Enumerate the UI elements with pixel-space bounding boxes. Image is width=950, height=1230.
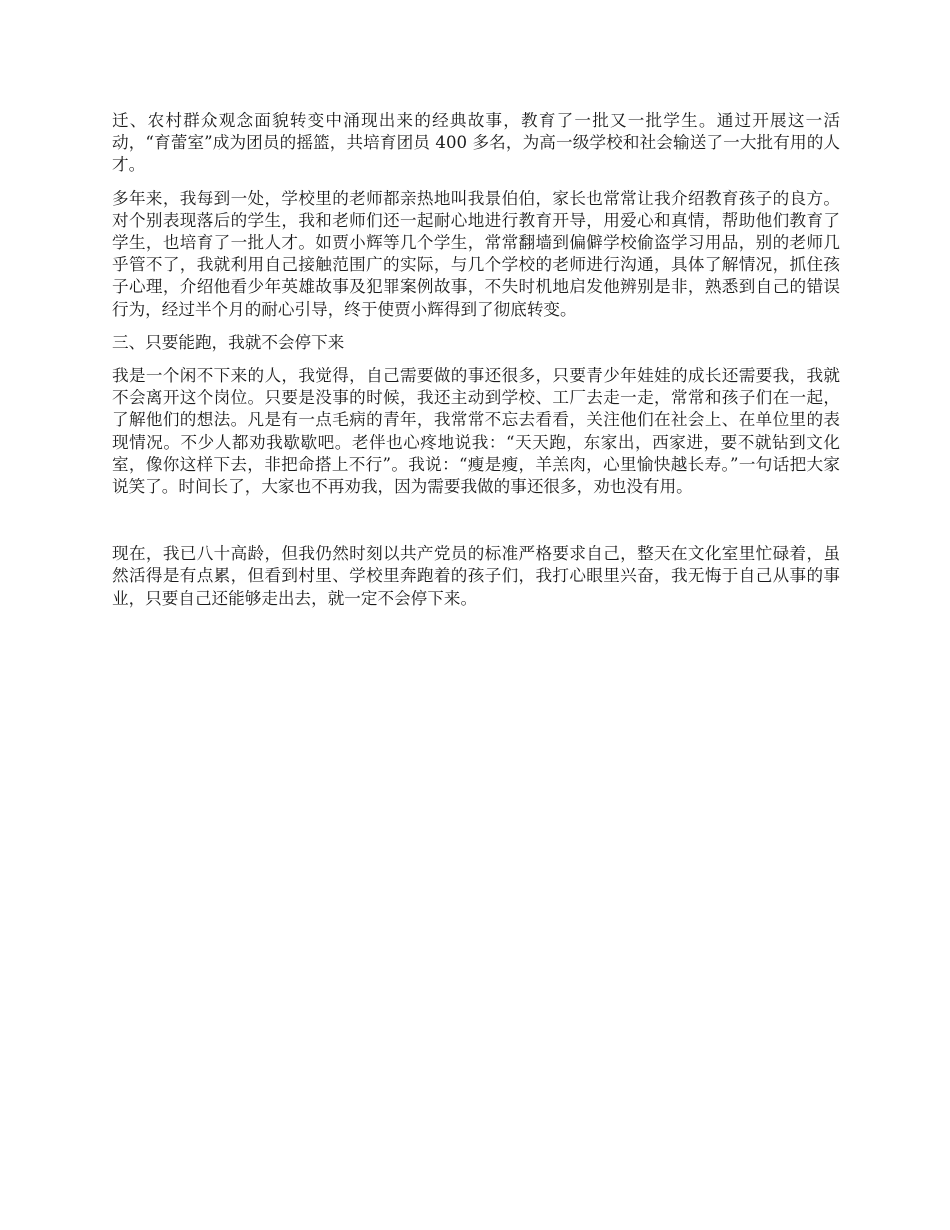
paragraph-2: 多年来，我每到一处，学校里的老师都亲热地叫我景伯伯，家长也常常让我介绍教育孩子的良方。对个别表现落后的学生，我和老师们还一起耐心地进行教育开导，用爱心和真情，帮助他们教育了学生，也培育了一批人才。如贾小辉等几个学生，常常翻墙到偏僻学校偷盗学习用品，别的老师几乎管不了，我就利用自己接触范围广的实际，与几个学校的老师进行沟通，具体了解情况，抓住孩子心理，介绍他看少年英雄故事及犯罪案例故事，不失时机地启发他辨别是非，熟悉到自己的错误行为，经过半个月的耐心引导，终于使贾小辉得到了彻底转变。 [112,188,840,319]
closing-paragraph: 现在，我已八十高龄，但我仍然时刻以共产党员的标准严格要求自己，整天在文化室里忙碌着，虽然活得是有点累，但看到村里、学校里奔跑着的孩子们，我打心眼里兴奋，我无悔于自己从事的事业，只要自己还能够走出去，就一定不会停下来。 [112,544,840,608]
paragraph-spacer [112,509,840,543]
document-body [112,110,840,621]
section-heading: 三、只要能跑，我就不会停下来 [112,332,345,352]
paragraph-1: 迁、农村群众观念面貌转变中涌现出来的经典故事，教育了一批又一批学生。通过开展这一活动，“育蕾室”成为团员的摇篮，共培育团员 400 多名，为高一级学校和社会输送了一大批有用的人才。 [112,111,840,175]
paragraph-3: 我是一个闲不下来的人，我觉得，自己需要做的事还很多，只要青少年娃娃的成长还需要我，我就不会离开这个岗位。只要是没事的时候，我还主动到学校、工厂去走一走，常常和孩子们在一起，了解他们的想法。凡是有一点毛病的青年，我常常不忘去看看，关注他们在社会上、在单位里的表现情况。不少人都劝我歇歇吧。老伴也心疼地说我：“天天跑，东家出，西家进，要不就钻到文化室，像你这样下去，非把命搭上不行”。我说：“瘦是瘦，羊羔肉，心里愉快越长寿。”一句话把大家说笑了。时间长了，大家也不再劝我，因为需要我做的事还很多，劝也没有用。 [112,366,840,497]
